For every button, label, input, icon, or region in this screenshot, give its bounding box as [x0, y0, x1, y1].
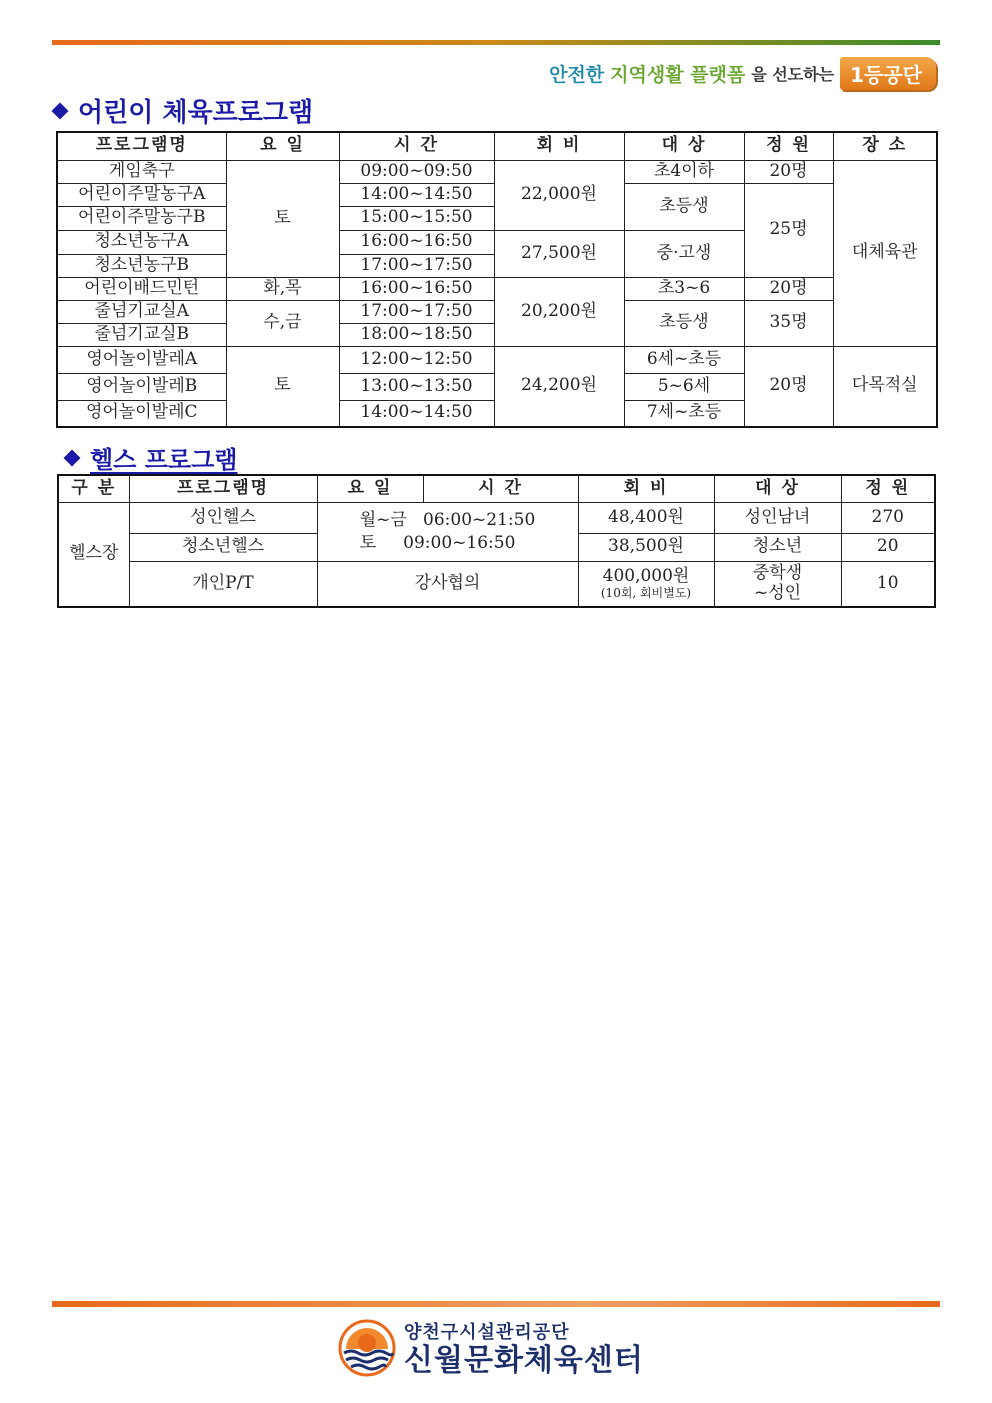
schedule-cell: [317, 502, 578, 561]
col-header: 대 상: [714, 475, 841, 502]
col-header: 시 간: [423, 475, 578, 502]
col-header: 정 원: [744, 132, 833, 160]
footer-org-name: 양천구시설관리공단: [404, 1322, 570, 1343]
health-program-table: [57, 474, 936, 608]
program-name: 청소년농구B: [57, 254, 226, 277]
program-name: 줄넘기교실A: [57, 300, 226, 323]
table-header-row: [58, 475, 935, 502]
schedule-line: 월~금 06:00~21:50: [359, 509, 536, 530]
program-name: 영어놀이발레C: [57, 400, 226, 427]
col-header: 요 일: [317, 475, 423, 502]
time-cell: 12:00~12:50: [339, 346, 494, 373]
program-name: 개인P/T: [129, 561, 317, 607]
day-cell: 토: [226, 346, 339, 427]
fee-cell: 38,500원: [578, 533, 714, 561]
place-cell: 대체육관: [833, 160, 937, 346]
target-cell: 7세~초등: [624, 400, 744, 427]
capacity-cell: 25명: [744, 183, 833, 277]
target-cell: 성인남녀: [714, 502, 841, 533]
top-divider: [52, 40, 940, 45]
col-header: 장 소: [833, 132, 937, 160]
capacity-cell: 20: [841, 533, 935, 561]
fee-cell: 22,000원: [494, 160, 624, 230]
program-name: 영어놀이발레B: [57, 373, 226, 400]
col-header: 프로그램명: [57, 132, 226, 160]
time-cell: 17:00~17:50: [339, 254, 494, 277]
time-cell: 14:00~14:50: [339, 400, 494, 427]
day-cell: 토: [226, 160, 339, 277]
table-row: [57, 277, 937, 300]
fee-note: (10회, 회비별도): [600, 585, 692, 600]
time-cell: 15:00~15:50: [339, 206, 494, 230]
footer-center-name: 신월문화체육센터: [404, 1343, 644, 1378]
table-row: [57, 160, 937, 183]
col-header: 대 상: [624, 132, 744, 160]
program-name: 청소년헬스: [129, 533, 317, 561]
slogan-part3: 을 선도하는: [751, 64, 835, 84]
col-header: 요 일: [226, 132, 339, 160]
col-header: 시 간: [339, 132, 494, 160]
col-header: 회 비: [578, 475, 714, 502]
target-cell: 청소년: [714, 533, 841, 561]
program-name: 영어놀이발레A: [57, 346, 226, 373]
program-name: 게임축구: [57, 160, 226, 183]
time-cell: 13:00~13:50: [339, 373, 494, 400]
fee-cell: [578, 561, 714, 607]
health-section-title: [66, 440, 237, 475]
table-header-row: [57, 132, 937, 160]
slogan-banner: [549, 56, 936, 90]
program-name: 어린이주말농구B: [57, 206, 226, 230]
program-name: 줄넘기교실B: [57, 323, 226, 346]
program-name: 성인헬스: [129, 502, 317, 533]
bottom-divider: [52, 1301, 940, 1307]
target-cell: 6세~초등: [624, 346, 744, 373]
schedule-line: 토 09:00~16:50: [359, 532, 516, 553]
table-row: [58, 561, 935, 607]
fee-value: 400,000원: [602, 566, 690, 587]
fee-cell: 20,200원: [494, 277, 624, 346]
table-row: [58, 502, 935, 533]
schedule-cell: 강사협의: [317, 561, 578, 607]
capacity-cell: 10: [841, 561, 935, 607]
time-cell: 14:00~14:50: [339, 183, 494, 206]
fee-cell: 24,200원: [494, 346, 624, 427]
slogan-badge: 1등공단: [840, 57, 936, 90]
target-cell: 중·고생: [624, 230, 744, 277]
kids-title-text: 어린이 체육프로그램: [78, 98, 314, 128]
time-cell: 09:00~09:50: [339, 160, 494, 183]
fee-cell: 48,400원: [578, 502, 714, 533]
time-cell: 16:00~16:50: [339, 277, 494, 300]
footer: [338, 1318, 644, 1377]
col-header: 프로그램명: [129, 475, 317, 502]
time-cell: 18:00~18:50: [339, 323, 494, 346]
target-line: 중학생: [752, 563, 803, 584]
col-header: 정 원: [841, 475, 935, 502]
kids-section-title: [54, 92, 313, 129]
diamond-bullet-icon: [64, 449, 81, 466]
fee-cell: 27,500원: [494, 230, 624, 277]
capacity-cell: 20명: [744, 346, 833, 427]
diamond-bullet-icon: [52, 102, 69, 119]
target-cell: 초등생: [624, 300, 744, 346]
target-line: ~성인: [753, 582, 802, 603]
capacity-cell: 20명: [744, 160, 833, 183]
table-row: [57, 346, 937, 373]
slogan-part2: 지역생활 플랫폼: [610, 63, 746, 86]
target-cell: 초4이하: [624, 160, 744, 183]
health-title-text: 헬스 프로그램: [90, 446, 238, 474]
sunrise-logo-icon: [338, 1319, 396, 1377]
capacity-cell: 20명: [744, 277, 833, 300]
target-cell: [714, 561, 841, 607]
slogan-part1: 안전한: [549, 63, 605, 86]
program-name: 어린이주말농구A: [57, 183, 226, 206]
program-name: 청소년농구A: [57, 230, 226, 254]
time-cell: 17:00~17:50: [339, 300, 494, 323]
target-cell: 5~6세: [624, 373, 744, 400]
place-cell: 다목적실: [833, 346, 937, 427]
target-cell: 초3~6: [624, 277, 744, 300]
day-cell: 화,목: [226, 277, 339, 300]
category-cell: 헬스장: [58, 502, 129, 607]
day-cell: 수,금: [226, 300, 339, 346]
program-name: 어린이배드민턴: [57, 277, 226, 300]
time-cell: 16:00~16:50: [339, 230, 494, 254]
kids-program-table: [56, 131, 938, 428]
capacity-cell: 35명: [744, 300, 833, 346]
target-cell: 초등생: [624, 183, 744, 230]
col-header: 회 비: [494, 132, 624, 160]
capacity-cell: 270: [841, 502, 935, 533]
col-header: 구 분: [58, 475, 129, 502]
